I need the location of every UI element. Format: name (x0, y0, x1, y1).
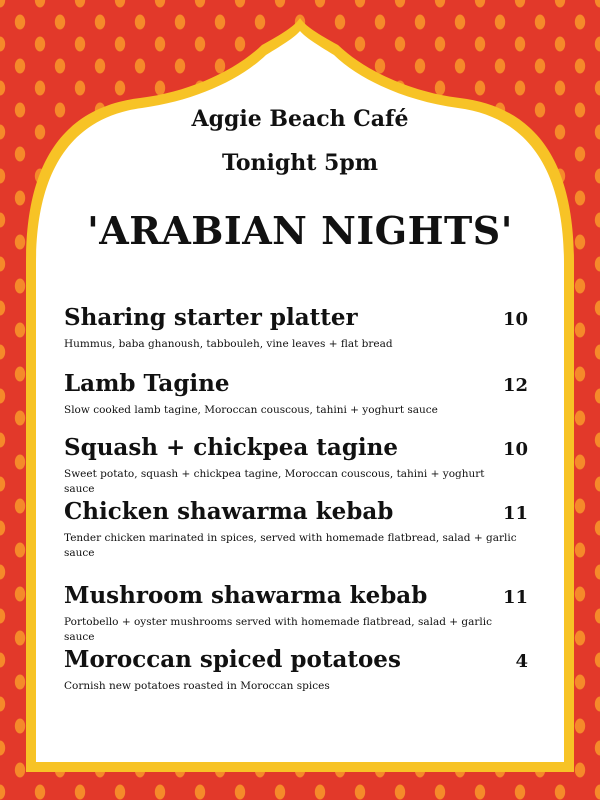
menu-item-price: 4 (515, 651, 528, 672)
menu-item (64, 646, 528, 706)
event-time: Tonight 5pm (221, 150, 379, 176)
menu-item-price: 11 (502, 587, 528, 608)
menu-item (64, 304, 528, 370)
menu-item-description: Cornish new potatoes roasted in Moroccan spices (64, 680, 330, 692)
menu-item (64, 498, 528, 582)
menu-item-name: Lamb Tagine (64, 370, 230, 397)
menu-item-name: Mushroom shawarma kebab (64, 582, 428, 609)
menu-item-name: Chicken shawarma kebab (64, 498, 394, 525)
menu-item (64, 434, 528, 498)
menu-item-price: 11 (502, 503, 528, 524)
menu-item-description: Portobello + oyster mushrooms served with homemade flatbread, salad + garlic sauce (64, 616, 493, 644)
menu-item-price: 10 (502, 439, 528, 460)
menu-item (64, 370, 528, 434)
menu-item (64, 582, 528, 646)
menu-item-price: 10 (502, 309, 528, 330)
venue-title: Aggie Beach Café (191, 106, 409, 132)
menu-item-name: Squash + chickpea tagine (64, 434, 399, 461)
menu-item-name: Moroccan spiced potatoes (64, 646, 401, 673)
menu-item-name: Sharing starter platter (64, 304, 358, 331)
menu-item-description: Sweet potato, squash + chickpea tagine, Moroccan couscous, tahini + yoghurt sauce (64, 468, 485, 496)
event-title: 'ARABIAN NIGHTS' (87, 208, 513, 253)
menu-item-price: 12 (502, 375, 528, 396)
menu-list (64, 304, 528, 706)
menu-item-description: Hummus, baba ghanoush, tabbouleh, vine leaves + flat bread (64, 338, 393, 350)
menu-item-description: Tender chicken marinated in spices, served with homemade flatbread, salad + garlic sauce (64, 532, 517, 560)
menu-item-description: Slow cooked lamb tagine, Moroccan couscous, tahini + yoghurt sauce (64, 404, 438, 416)
